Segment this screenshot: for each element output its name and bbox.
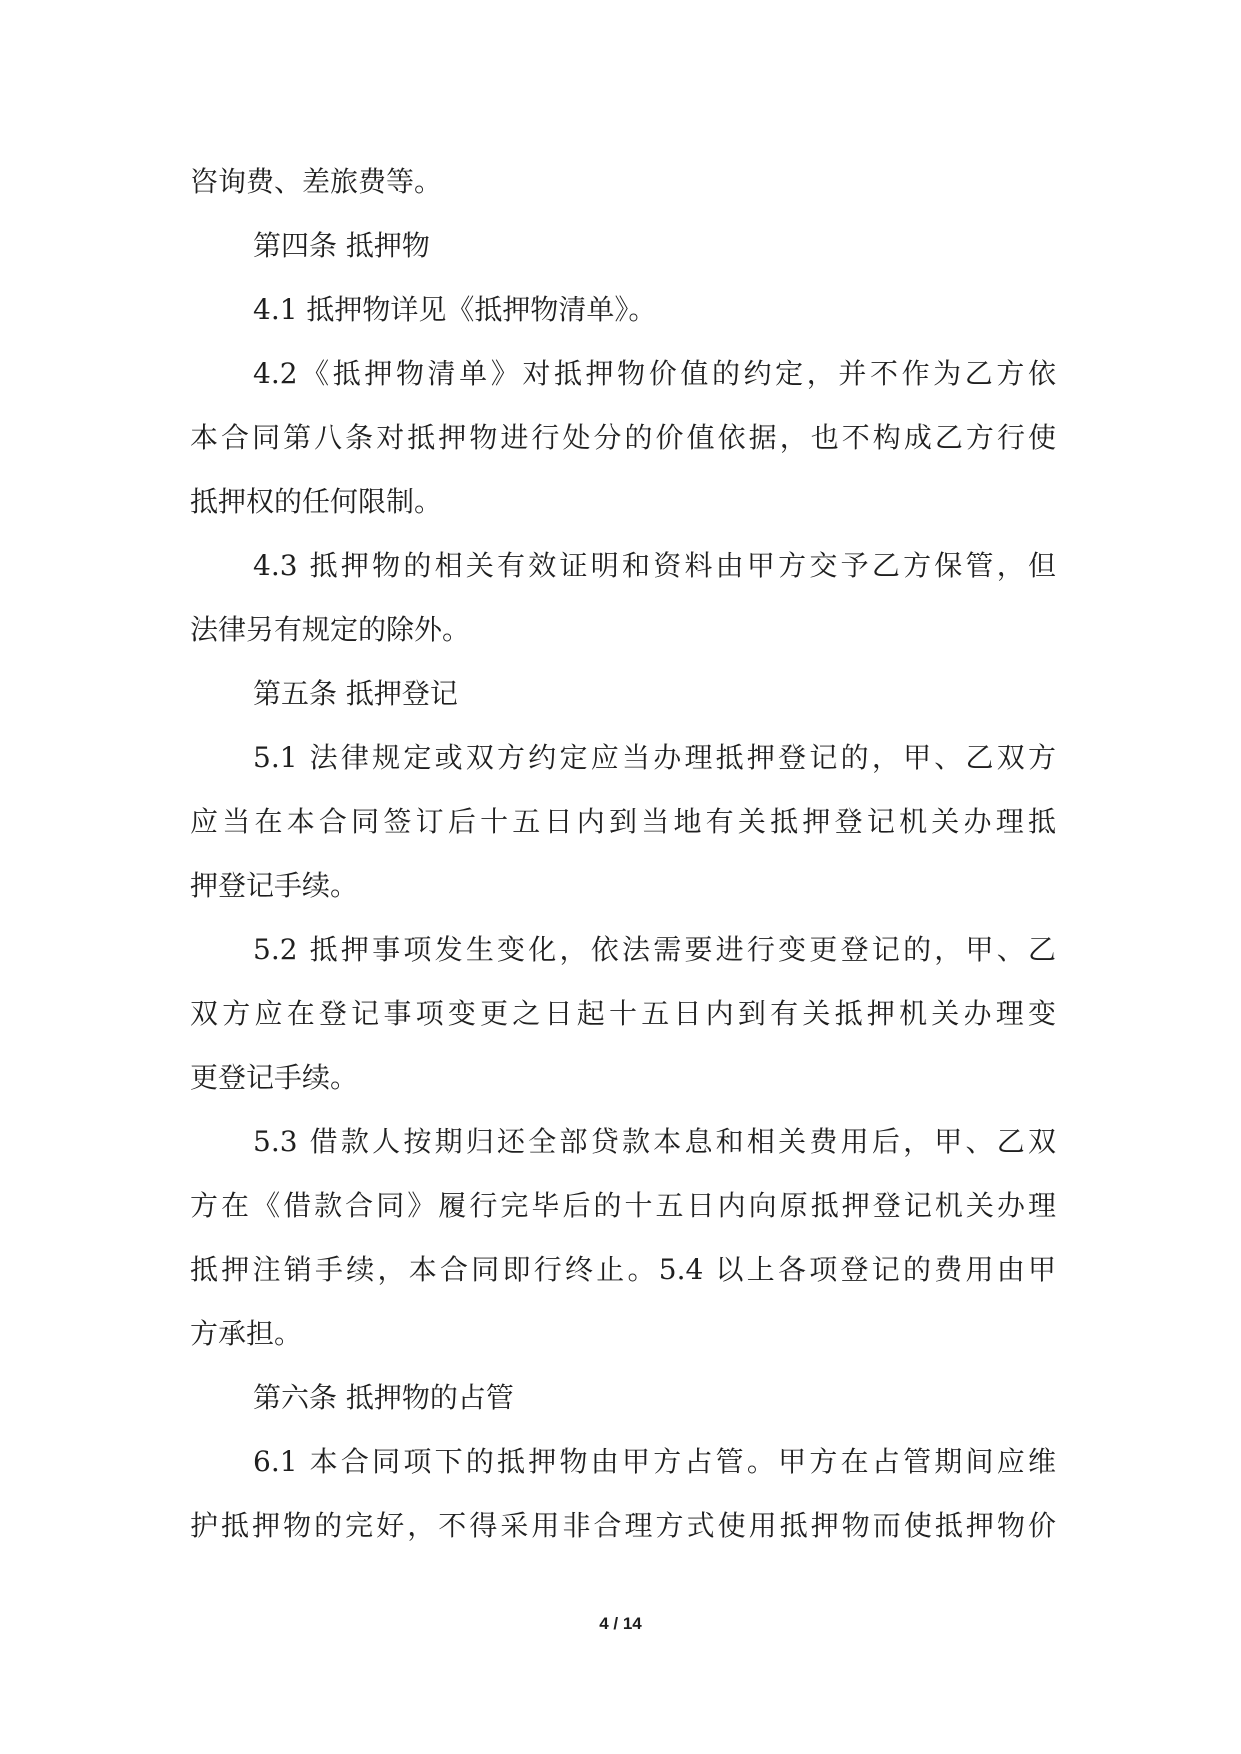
text-line: 法律另有规定的除外。 xyxy=(190,613,471,646)
text-line: 4.1 抵押物详见《抵押物清单》。 xyxy=(253,293,657,326)
text-line: 方在《借款合同》履行完毕后的十五日内向原抵押登记机关办理 xyxy=(190,1189,1056,1222)
text-line: 本合同第八条对抵押物进行处分的价值依据，也不构成乙方行使 xyxy=(190,421,1056,454)
section-heading-5: 第五条 抵押登记 xyxy=(253,677,458,710)
page-number: 4 / 14 xyxy=(599,1614,642,1633)
text-line: 应当在本合同签订后十五日内到当地有关抵押登记机关办理抵 xyxy=(190,805,1056,838)
text-line: 4.3 抵押物的相关有效证明和资料由甲方交予乙方保管，但 xyxy=(253,549,1056,582)
text-line: 4.2《抵押物清单》对抵押物价值的约定，并不作为乙方依 xyxy=(253,357,1056,390)
text-line: 更登记手续。 xyxy=(190,1061,359,1094)
text-line: 护抵押物的完好，不得采用非合理方式使用抵押物而使抵押物价 xyxy=(190,1509,1056,1542)
text-line: 咨询费、差旅费等。 xyxy=(190,165,443,198)
text-line: 6.1 本合同项下的抵押物由甲方占管。甲方在占管期间应维 xyxy=(253,1445,1056,1478)
text-line: 5.2 抵押事项发生变化，依法需要进行变更登记的，甲、乙 xyxy=(253,933,1056,966)
section-heading-4: 第四条 抵押物 xyxy=(253,229,430,262)
text-line: 抵押权的任何限制。 xyxy=(190,485,443,518)
text-line: 5.1 法律规定或双方约定应当办理抵押登记的，甲、乙双方 xyxy=(253,741,1056,774)
document-body xyxy=(190,150,1056,1558)
text-line: 押登记手续。 xyxy=(190,869,359,902)
text-line: 抵押注销手续，本合同即行终止。5.4 以上各项登记的费用由甲 xyxy=(190,1253,1056,1286)
section-heading-6: 第六条 抵押物的占管 xyxy=(253,1381,514,1414)
text-line: 方承担。 xyxy=(190,1317,303,1350)
text-line: 双方应在登记事项变更之日起十五日内到有关抵押机关办理变 xyxy=(190,997,1056,1030)
text-line: 5.3 借款人按期归还全部贷款本息和相关费用后，甲、乙双 xyxy=(253,1125,1056,1158)
